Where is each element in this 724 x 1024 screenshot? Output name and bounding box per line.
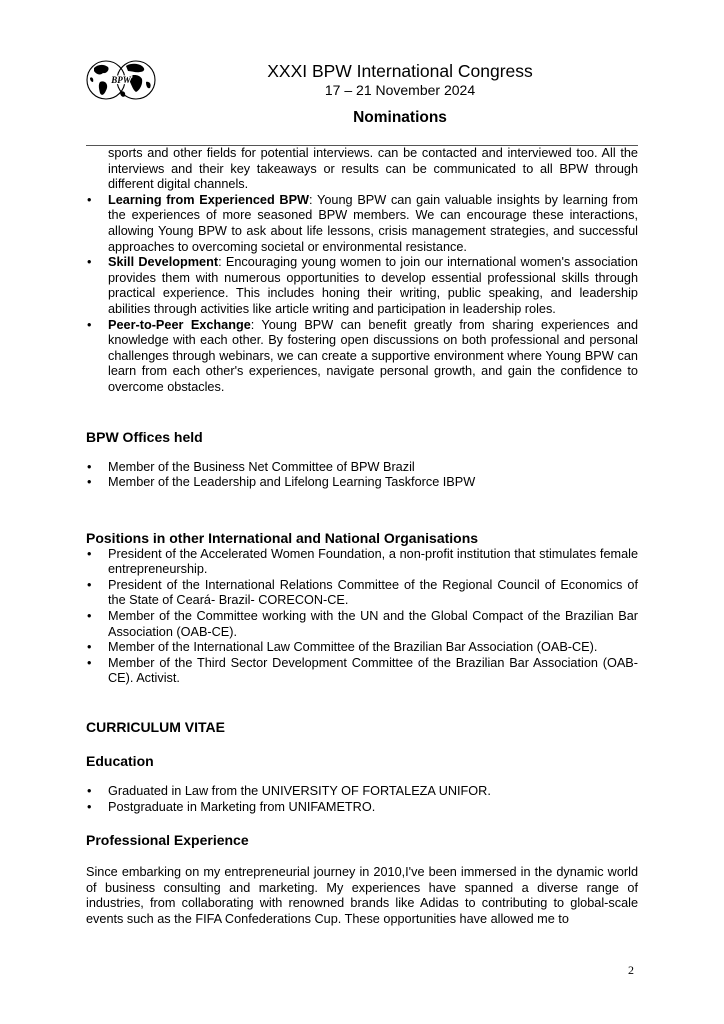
offices-list bbox=[86, 460, 638, 491]
congress-dates: 17 – 21 November 2024 bbox=[324, 82, 476, 98]
positions-list bbox=[86, 547, 638, 687]
list-item: sports and other fields for potential interviews. can be contacted and interviewed too. All the interviews and their key takeaways or results can be communicated to all BPW through different digital channels. bbox=[108, 146, 638, 192]
list-item: • Member of the Third Sector Development Committee of the Brazilian Bar Association (OAB-CE). Activist. bbox=[86, 656, 638, 687]
bpw-logo bbox=[86, 52, 156, 108]
experience-paragraph: Since embarking on my entrepreneurial journey in 2010,I've been immersed in the dynamic world of business consulting and marketing. My experiences have spanned a diverse range of industries, from collaborating with renowned brands like Adidas to contributing to global-scale events such as the FIFA Confederations Cup. These opportunities have allowed me to bbox=[86, 865, 638, 926]
education-list bbox=[86, 784, 638, 815]
list-item: • President of the International Relations Committee of the Regional Council of Economics of the State of Ceará- Brazil- CORECON-CE. bbox=[86, 578, 638, 609]
list-item: • Skill Development: Encouraging young women to join our international women's association provides them with numerous opportunities to develop essential professional skills through practical experience. This includes honing their writing, public speaking, and leadership abilities through activities like article writing and participation in leadership roles. bbox=[86, 255, 638, 317]
education-heading: Education bbox=[86, 753, 154, 770]
document-header bbox=[230, 60, 570, 127]
list-item: • Graduated in Law from the UNIVERSITY OF FORTALEZA UNIFOR. bbox=[86, 784, 638, 800]
svg-text:BPW: BPW bbox=[111, 75, 131, 85]
offices-heading: BPW Offices held bbox=[86, 428, 203, 445]
section-title: Nominations bbox=[353, 109, 447, 126]
initiatives-list bbox=[86, 146, 638, 396]
positions-heading: Positions in other International and National Organisations bbox=[86, 529, 479, 546]
cv-heading: CURRICULUM VITAE bbox=[86, 719, 225, 736]
list-item: • Member of the International Law Committee of the Brazilian Bar Association (OAB-CE). bbox=[86, 640, 638, 656]
page-number: 2 bbox=[628, 963, 634, 977]
list-item: • Peer-to-Peer Exchange: Young BPW can benefit greatly from sharing experiences and knowledge with each other. By fostering open discussions on both professional and personal challenges through webinars, we can create a supportive environment where Young BPW can learn from each other's experiences, navigate personal growth, and gain the confidence to overcome obstacles. bbox=[86, 318, 638, 396]
list-item: • Member of the Committee working with the UN and the Global Compact of the Brazilian Bar Association (OAB-CE). bbox=[86, 609, 638, 640]
list-item: • President of the Accelerated Women Foundation, a non-profit institution that stimulates female entrepreneurship. bbox=[86, 547, 638, 578]
list-item: • Postgraduate in Marketing from UNIFAMETRO. bbox=[86, 800, 638, 816]
congress-title: XXXI BPW International Congress bbox=[267, 61, 533, 81]
experience-heading: Professional Experience bbox=[86, 832, 249, 849]
list-item: • Learning from Experienced BPW: Young BPW can gain valuable insights by learning from the experiences of more seasoned BPW members. We can encourage these interactions, allowing Young BPW to ask about life lessons, crisis management strategies, and successful approaches to overcoming societal or environmental resistance. bbox=[86, 193, 638, 255]
list-item: • Member of the Leadership and Lifelong Learning Taskforce IBPW bbox=[86, 475, 638, 491]
list-item: • Member of the Business Net Committee of BPW Brazil bbox=[86, 460, 638, 476]
document-body bbox=[86, 146, 638, 928]
